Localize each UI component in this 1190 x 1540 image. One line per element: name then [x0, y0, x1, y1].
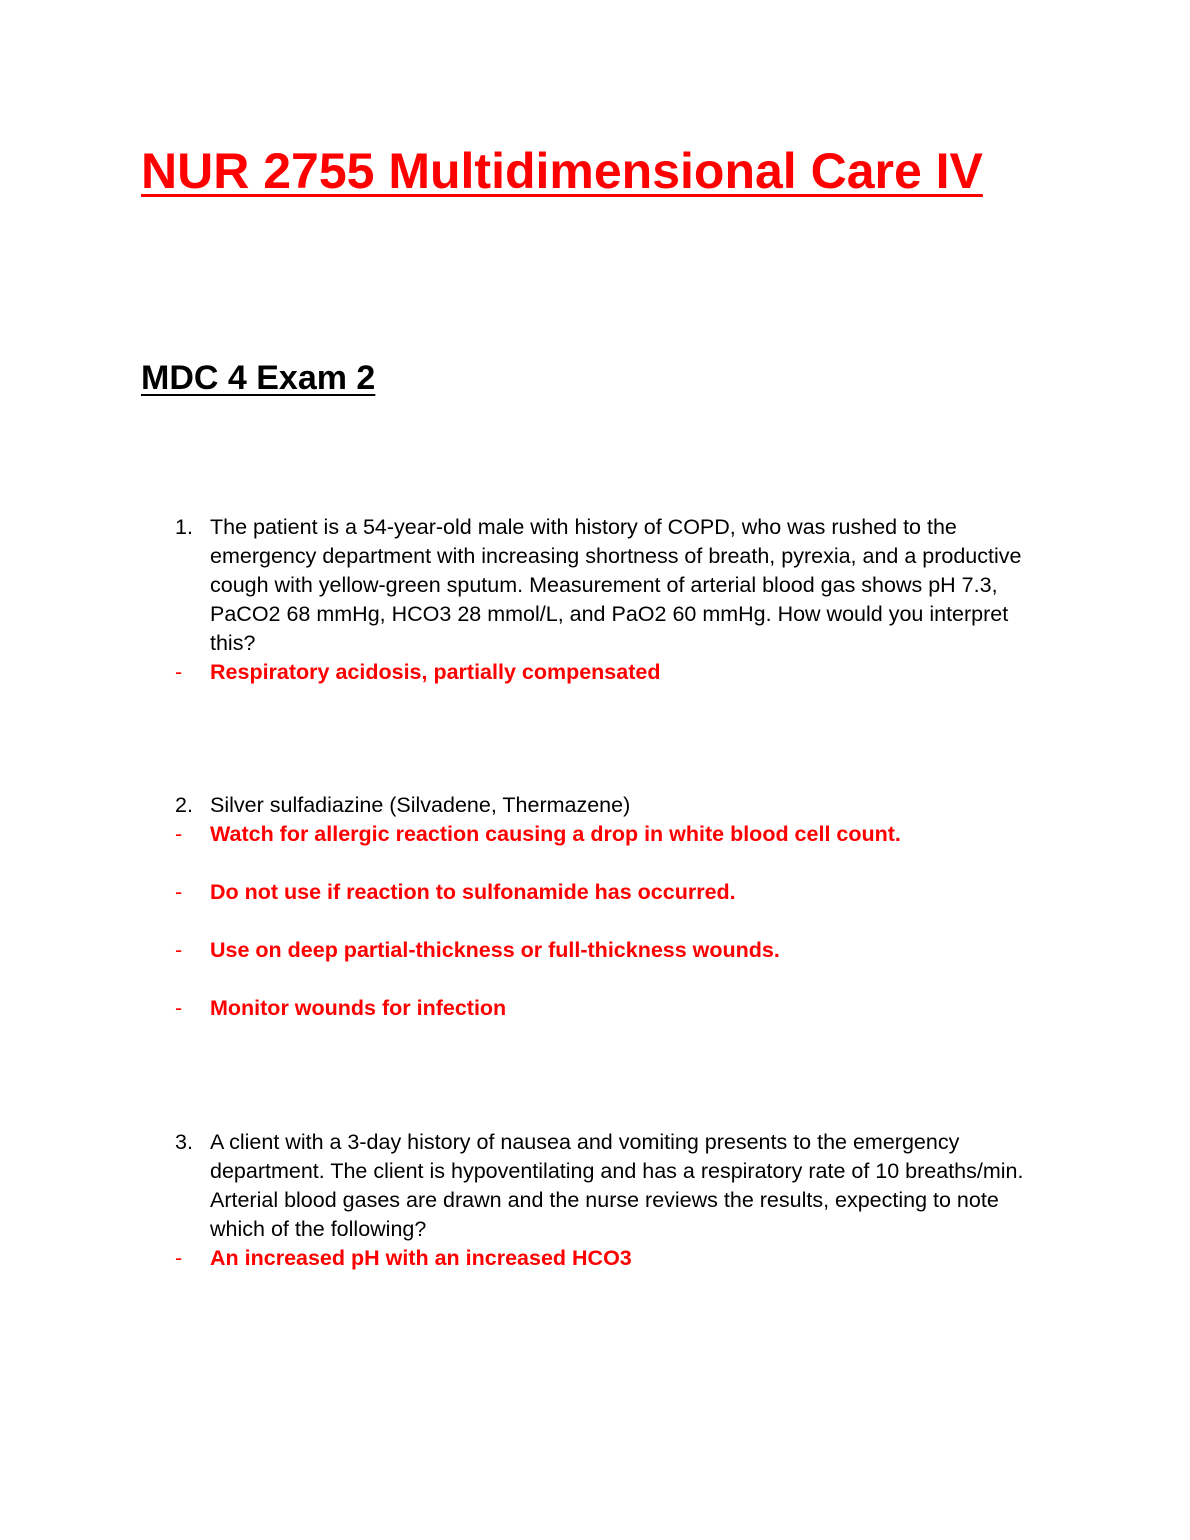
answer-text: An increased pH with an increased HCO3 — [210, 1246, 632, 1270]
answer-text: Watch for allergic reaction causing a drop in white blood cell count. — [210, 822, 901, 846]
question-2 — [175, 791, 1055, 1023]
bullet-dash: - — [175, 938, 183, 962]
answer-text: Do not use if reaction to sulfonamide has occurred. — [210, 880, 736, 904]
question-text: A client with a 3-day history of nausea and vomiting presents to the emergency department. The client is hypoventilating and has a respiratory rate of 10 breaths/min. Arterial blood gases are drawn and the nurse reviews the results, expecting to note which of the following? — [210, 1130, 1024, 1241]
bullet-dash: - — [175, 880, 183, 904]
answer-text: Use on deep partial-thickness or full-thickness wounds. — [210, 938, 780, 962]
answer-item — [175, 820, 1055, 849]
answer-item — [175, 994, 1055, 1023]
bullet-dash: - — [175, 996, 183, 1020]
question-number: 1. — [175, 515, 193, 539]
bullet-dash: - — [175, 660, 183, 684]
question-number: 3. — [175, 1130, 193, 1154]
question-text: Silver sulfadiazine (Silvadene, Thermazene) — [210, 793, 631, 817]
answer-item — [175, 1244, 1055, 1273]
answer-item — [175, 936, 1055, 965]
exam-subtitle: MDC 4 Exam 2 — [141, 359, 376, 397]
answer-item — [175, 878, 1055, 907]
bullet-dash: - — [175, 822, 183, 846]
question-text: The patient is a 54-year-old male with history of COPD, who was rushed to the emergency department with increasing shortness of breath, pyrexia, and a productive cough with yellow-green sputum. Measurement of arterial blood gas shows pH 7.3, PaCO2 68 mmHg, HCO3 28 mmol/L, and PaO2 60 mmHg. How would you interpret this? — [210, 515, 1022, 655]
question-1 — [175, 513, 1055, 687]
question-number: 2. — [175, 793, 193, 817]
page-title: NUR 2755 Multidimensional Care IV — [141, 143, 983, 199]
bullet-dash: - — [175, 1246, 183, 1270]
answer-text: Monitor wounds for infection — [210, 996, 507, 1020]
answer-item — [175, 658, 1055, 687]
question-3 — [175, 1128, 1055, 1273]
answer-text: Respiratory acidosis, partially compensated — [210, 660, 661, 684]
